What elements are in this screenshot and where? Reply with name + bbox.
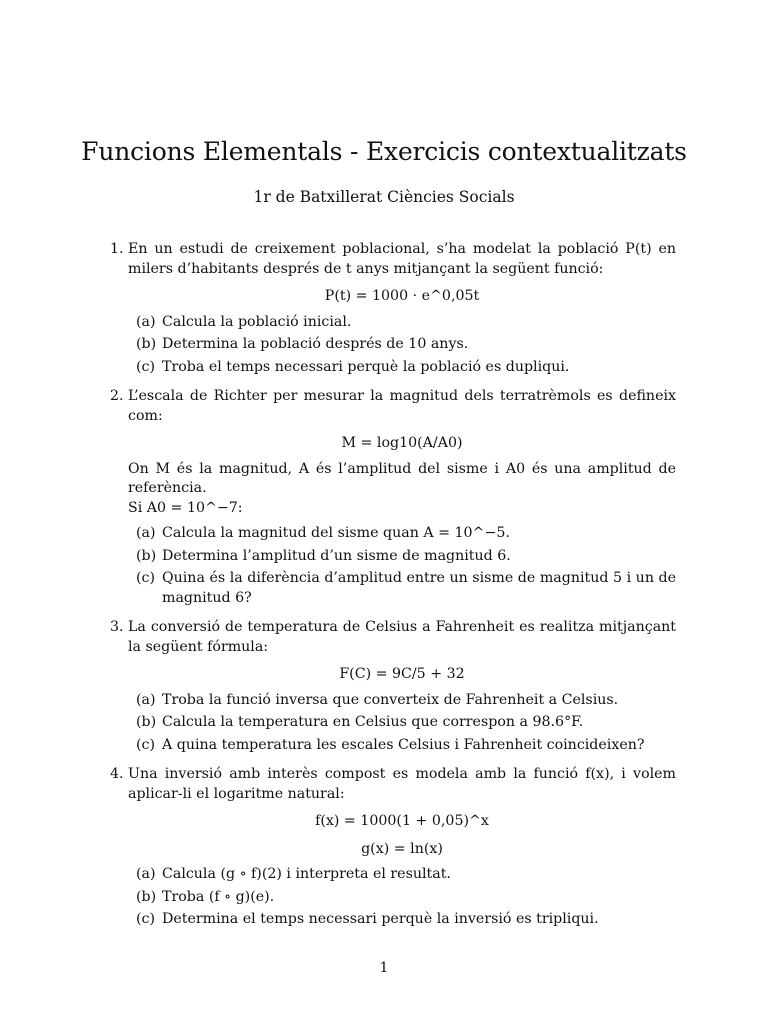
sub-question-list: [128, 313, 676, 378]
equation-richter: [128, 434, 676, 454]
sub-question-text: Troba (f ∘ g)(e).: [162, 888, 275, 905]
sub-question-text: A quina temperatura les escales Celsius i Fahrenheit coincideixen?: [162, 736, 645, 753]
document-title: Funcions Elementals - Exercicis contextualitzats: [81, 137, 687, 166]
sub-question-letter: (c): [136, 736, 156, 753]
problem-statement: La conversió de temperatura de Celsius a Fahrenheit es realitza mitjançant la següent fórmula:: [128, 619, 676, 655]
equation-text: f(x) = 1000(1 + 0,05)^x: [315, 813, 489, 829]
sub-question-text: Calcula la temperatura en Celsius que correspon a 98.6°F.: [162, 714, 584, 730]
sub-question: [128, 313, 676, 333]
sub-question-text: Quina és la diferència d’amplitud entre un sisme de magnitud 5 i un de magnitud 6?: [162, 570, 676, 606]
equation-investment: [128, 812, 676, 832]
problem-statement: L’escala de Richter per mesurar la magnitud dels terratrèmols es defineix com:: [128, 388, 676, 424]
equation-text: g(x) = ln(x): [361, 840, 443, 857]
sub-question-text: Calcula (g ∘ f)(2) i interpreta el resultat.: [162, 866, 451, 882]
sub-question-letter: (b): [136, 714, 157, 730]
definition-line: On M és la magnitud, A és l’amplitud del sisme i A0 és una amplitud de referència.: [128, 460, 676, 496]
sub-question-list: [128, 691, 676, 756]
sub-question-text: Troba la funció inversa que converteix de Fahrenheit a Celsius.: [162, 691, 619, 708]
equation-logarithm: [128, 840, 676, 860]
sub-question-letter: (b): [136, 888, 157, 905]
sub-question-text: Troba el temps necessari perquè la població es dupliqui.: [162, 358, 570, 375]
problem-2: [110, 387, 676, 608]
sub-question: [128, 736, 676, 756]
sub-question: [128, 910, 676, 930]
problem-number: 4.: [110, 766, 124, 782]
equation-population: [128, 287, 676, 307]
sub-question-text: Calcula la magnitud del sisme quan A = 10^−5.: [162, 525, 510, 541]
sub-question: [128, 547, 676, 567]
sub-question-letter: (c): [136, 358, 156, 375]
sub-question-text: Determina la població després de 10 anys.: [162, 336, 469, 352]
problem-4: [110, 765, 676, 930]
sub-question-text: Calcula la població inicial.: [162, 313, 352, 330]
document-subtitle: 1r de Batxillerat Ciències Socials: [253, 188, 515, 206]
sub-question-letter: (a): [136, 313, 156, 330]
equation-fahrenheit: [128, 665, 676, 685]
sub-question: [128, 691, 676, 711]
sub-question-letter: (b): [136, 336, 157, 352]
sub-question-list: [128, 524, 676, 608]
sub-question-list: [128, 865, 676, 930]
problem-1: [110, 240, 676, 377]
sub-question: [128, 335, 676, 355]
sub-question-text: Determina l’amplitud d’un sisme de magnitud 6.: [162, 547, 511, 564]
sub-question: [128, 888, 676, 908]
equation-text: M = log10(A/A0): [341, 435, 463, 451]
equation-text: P(t) = 1000 · e^0,05t: [324, 288, 480, 304]
sub-question: [128, 524, 676, 544]
problem-number: 2.: [110, 388, 124, 404]
problem-list: [110, 240, 676, 940]
problem-number: 1.: [110, 241, 124, 257]
sub-question-letter: (c): [136, 911, 156, 927]
sub-question: [128, 358, 676, 378]
sub-question-letter: (b): [136, 547, 157, 564]
sub-question-letter: (c): [136, 570, 156, 586]
problem-number: 3.: [110, 619, 124, 635]
sub-question-letter: (a): [136, 525, 156, 541]
definition-note: [128, 460, 676, 519]
equation-text: F(C) = 9C/5 + 32: [339, 666, 465, 682]
problem-statement: Una inversió amb interès compost es modela amb la funció f(x), i volem aplicar-li el logaritme natural:: [128, 766, 676, 802]
sub-question: [128, 865, 676, 885]
page-number: 1: [379, 960, 389, 976]
definition-line: Si A0 = 10^−7:: [128, 499, 243, 516]
problem-statement: En un estudi de creixement poblacional, s’ha modelat la població P(t) en milers d’habitants després de t anys mitjançant la següent funció:: [128, 241, 676, 277]
sub-question: [128, 713, 676, 733]
sub-question-letter: (a): [136, 866, 156, 882]
problem-3: [110, 618, 676, 755]
sub-question: [128, 569, 676, 608]
sub-question-letter: (a): [136, 691, 156, 708]
sub-question-text: Determina el temps necessari perquè la inversió es tripliqui.: [162, 911, 599, 927]
